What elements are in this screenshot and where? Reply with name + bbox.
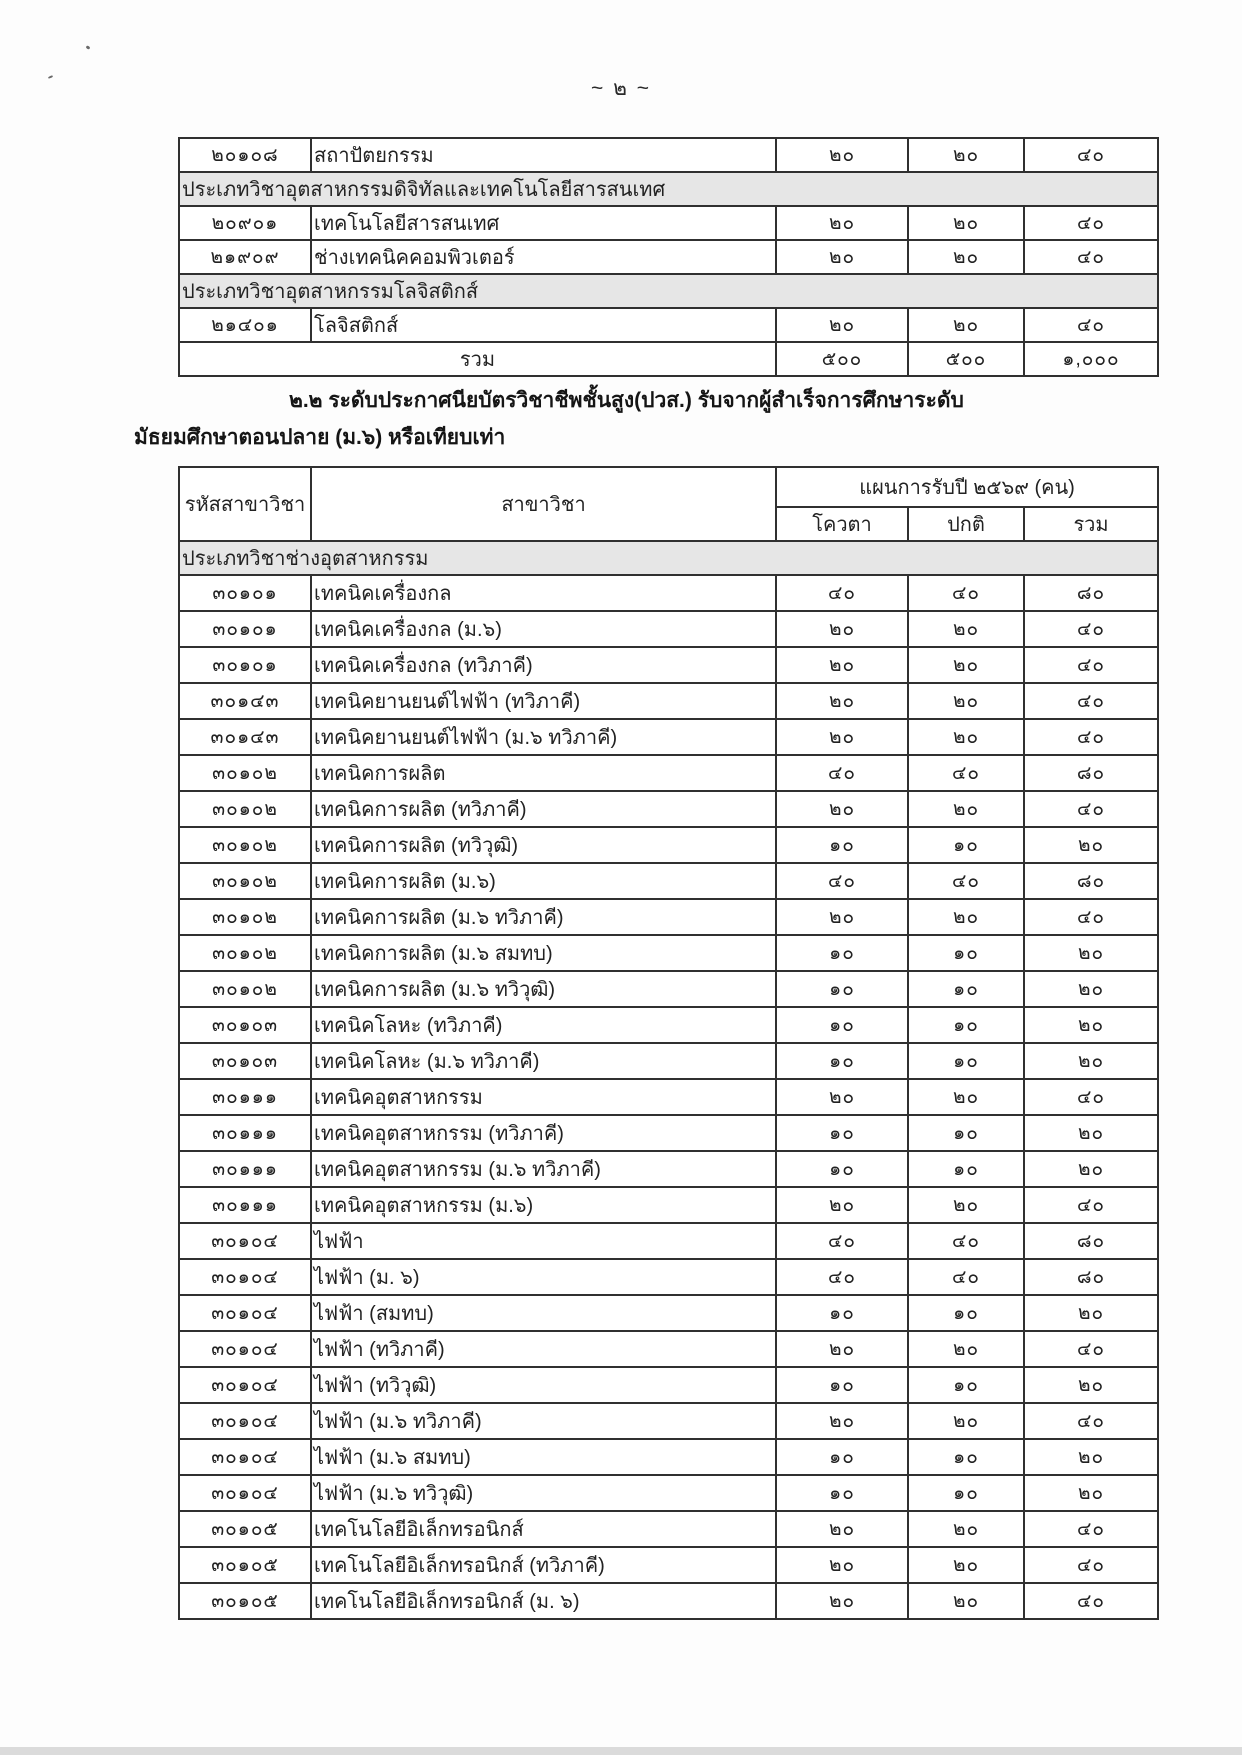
program-name: ช่างเทคนิคคอมพิวเตอร์ xyxy=(311,240,776,274)
regular-value: ๒๐ xyxy=(908,647,1024,683)
total-value: ๔๐ xyxy=(1024,1583,1158,1619)
table-row-data xyxy=(179,308,1158,342)
table-row-data xyxy=(179,683,1158,719)
quota-value: ๑๐ xyxy=(776,1475,908,1511)
program-code: ๒๐๙๐๑ xyxy=(179,206,311,240)
quota-value: ๒๐ xyxy=(776,683,908,719)
total-value: ๔๐ xyxy=(1024,206,1158,240)
total-value: ๔๐ xyxy=(1024,1187,1158,1223)
total-value: ๘๐ xyxy=(1024,1223,1158,1259)
quota-value: ๒๐ xyxy=(776,1547,908,1583)
program-name: เทคโนโลยีอิเล็กทรอนิกส์ (ม. ๖) xyxy=(311,1583,776,1619)
page-number: ~ ๒ ~ xyxy=(590,77,652,100)
program-name: เทคนิคยานยนต์ไฟฟ้า (ม.๖ ทวิภาคี) xyxy=(311,719,776,755)
regular-value: ๒๐ xyxy=(908,1547,1024,1583)
section-header-label: ประเภทวิชาอุตสาหกรรมโลจิสติกส์ xyxy=(179,274,1158,308)
quota-value: ๑๐ xyxy=(776,1295,908,1331)
total-value: ๒๐ xyxy=(1024,827,1158,863)
quota-value: ๔๐ xyxy=(776,755,908,791)
quota-value: ๒๐ xyxy=(776,1187,908,1223)
program-code: ๓๐๑๐๔ xyxy=(179,1439,311,1475)
program-name: ไฟฟ้า (ม.๖ ทวิภาคี) xyxy=(311,1403,776,1439)
table-row-data xyxy=(179,1187,1158,1223)
total-value: ๒๐ xyxy=(1024,1007,1158,1043)
total-value: ๒๐ xyxy=(1024,1115,1158,1151)
program-name: เทคนิคอุตสาหกรรม xyxy=(311,1079,776,1115)
total-value: ๔๐ xyxy=(1024,611,1158,647)
table-row-data xyxy=(179,138,1158,172)
program-code: ๒๐๑๐๘ xyxy=(179,138,311,172)
total-value: ๘๐ xyxy=(1024,1259,1158,1295)
quota-value: ๑๐ xyxy=(776,1007,908,1043)
section-header-label: ประเภทวิชาอุตสาหกรรมดิจิทัลและเทคโนโลยีสารสนเทศ xyxy=(179,172,1158,206)
quota-value: ๒๐ xyxy=(776,647,908,683)
table-row-data xyxy=(179,1007,1158,1043)
program-code: ๓๐๑๑๑ xyxy=(179,1187,311,1223)
table-row-data xyxy=(179,1223,1158,1259)
table-row-data xyxy=(179,1043,1158,1079)
program-code: ๓๐๑๐๔ xyxy=(179,1295,311,1331)
regular-value: ๔๐ xyxy=(908,1259,1024,1295)
program-name: เทคโนโลยีอิเล็กทรอนิกส์ xyxy=(311,1511,776,1547)
program-name: เทคนิคโลหะ (ม.๖ ทวิภาคี) xyxy=(311,1043,776,1079)
regular-value: ๒๐ xyxy=(908,308,1024,342)
quota-value: ๒๐ xyxy=(776,138,908,172)
quota-value: ๒๐ xyxy=(776,719,908,755)
total-quota-value: ๕๐๐ xyxy=(776,342,908,376)
total-value: ๒๐ xyxy=(1024,1043,1158,1079)
program-code: ๓๐๑๑๑ xyxy=(179,1151,311,1187)
table-row-data xyxy=(179,719,1158,755)
program-code: ๓๐๑๐๒ xyxy=(179,899,311,935)
regular-value: ๒๐ xyxy=(908,791,1024,827)
program-name: ไฟฟ้า (ม. ๖) xyxy=(311,1259,776,1295)
regular-value: ๑๐ xyxy=(908,935,1024,971)
program-name: เทคนิคยานยนต์ไฟฟ้า (ทวิภาคี) xyxy=(311,683,776,719)
table-row-data xyxy=(179,1583,1158,1619)
program-code: ๓๐๑๐๒ xyxy=(179,935,311,971)
quota-value: ๔๐ xyxy=(776,863,908,899)
quota-value: ๑๐ xyxy=(776,1115,908,1151)
quota-value: ๒๐ xyxy=(776,1079,908,1115)
program-code: ๓๐๑๐๕ xyxy=(179,1547,311,1583)
program-name: เทคนิคการผลิต (ม.๖) xyxy=(311,863,776,899)
total-value: ๔๐ xyxy=(1024,683,1158,719)
total-value: ๔๐ xyxy=(1024,1547,1158,1583)
regular-value: ๔๐ xyxy=(908,1223,1024,1259)
total-value: ๔๐ xyxy=(1024,1079,1158,1115)
program-name: เทคนิคอุตสาหกรรม (ม.๖ ทวิภาคี) xyxy=(311,1151,776,1187)
total-value: ๒๐ xyxy=(1024,935,1158,971)
total-value: ๔๐ xyxy=(1024,899,1158,935)
table-row-data xyxy=(179,240,1158,274)
table-row-data xyxy=(179,1547,1158,1583)
pvch-continuation-table xyxy=(178,137,1159,377)
program-name: เทคนิคการผลิต xyxy=(311,755,776,791)
quota-value: ๒๐ xyxy=(776,240,908,274)
total-value: ๔๐ xyxy=(1024,1403,1158,1439)
table-row-section xyxy=(179,172,1158,206)
regular-value: ๑๐ xyxy=(908,1151,1024,1187)
regular-value: ๑๐ xyxy=(908,1115,1024,1151)
column-header-code: รหัสสาขาวิชา xyxy=(179,467,311,541)
column-header-regular: ปกติ xyxy=(908,507,1024,541)
program-name: เทคนิคการผลิต (ม.๖ ทวิวุฒิ) xyxy=(311,971,776,1007)
scan-artifact xyxy=(86,45,91,50)
regular-value: ๒๐ xyxy=(908,683,1024,719)
quota-value: ๒๐ xyxy=(776,308,908,342)
table-row-data xyxy=(179,206,1158,240)
total-value: ๘๐ xyxy=(1024,755,1158,791)
total-value: ๒๐ xyxy=(1024,1475,1158,1511)
program-name: ไฟฟ้า (ม.๖ ทวิวุฒิ) xyxy=(311,1475,776,1511)
table-row-data xyxy=(179,1151,1158,1187)
table-row-section xyxy=(179,274,1158,308)
program-name: ไฟฟ้า (ทวิภาคี) xyxy=(311,1331,776,1367)
quota-value: ๒๐ xyxy=(776,1403,908,1439)
table-row-data xyxy=(179,899,1158,935)
program-code: ๓๐๑๐๒ xyxy=(179,971,311,1007)
regular-value: ๒๐ xyxy=(908,1331,1024,1367)
regular-value: ๒๐ xyxy=(908,1511,1024,1547)
program-code: ๓๐๑๔๓ xyxy=(179,683,311,719)
program-code: ๓๐๑๐๑ xyxy=(179,647,311,683)
total-value: ๒๐ xyxy=(1024,1367,1158,1403)
program-name: ไฟฟ้า (ม.๖ สมทบ) xyxy=(311,1439,776,1475)
table-row-data xyxy=(179,647,1158,683)
table-row-data xyxy=(179,575,1158,611)
total-value: ๒๐ xyxy=(1024,1151,1158,1187)
program-code: ๓๐๑๐๔ xyxy=(179,1259,311,1295)
table-row-data xyxy=(179,1367,1158,1403)
table-row-data xyxy=(179,1115,1158,1151)
regular-value: ๑๐ xyxy=(908,827,1024,863)
quota-value: ๑๐ xyxy=(776,935,908,971)
program-code: ๓๐๑๐๔ xyxy=(179,1403,311,1439)
quota-value: ๔๐ xyxy=(776,575,908,611)
total-value: ๒๐ xyxy=(1024,1439,1158,1475)
total-value: ๒๐ xyxy=(1024,971,1158,1007)
quota-value: ๒๐ xyxy=(776,1331,908,1367)
program-code: ๓๐๑๑๑ xyxy=(179,1079,311,1115)
table-row-data xyxy=(179,1079,1158,1115)
regular-value: ๒๐ xyxy=(908,1079,1024,1115)
program-code: ๓๐๑๐๑ xyxy=(179,575,311,611)
regular-value: ๒๐ xyxy=(908,1403,1024,1439)
program-code: ๓๐๑๐๔ xyxy=(179,1223,311,1259)
total-value: ๔๐ xyxy=(1024,647,1158,683)
total-value: ๔๐ xyxy=(1024,308,1158,342)
quota-value: ๒๐ xyxy=(776,899,908,935)
quota-value: ๒๐ xyxy=(776,206,908,240)
program-name: เทคนิคเครื่องกล (ทวิภาคี) xyxy=(311,647,776,683)
program-name: โลจิสติกส์ xyxy=(311,308,776,342)
regular-value: ๒๐ xyxy=(908,138,1024,172)
program-name: เทคนิคการผลิต (ม.๖ ทวิภาคี) xyxy=(311,899,776,935)
program-name: เทคโนโลยีสารสนเทศ xyxy=(311,206,776,240)
total-sum-value: ๑,๐๐๐ xyxy=(1024,342,1158,376)
regular-value: ๑๐ xyxy=(908,1475,1024,1511)
total-value: ๘๐ xyxy=(1024,863,1158,899)
table-header-row xyxy=(179,467,1158,507)
program-code: ๓๐๑๐๔ xyxy=(179,1331,311,1367)
program-code: ๒๑๙๐๙ xyxy=(179,240,311,274)
regular-value: ๑๐ xyxy=(908,1043,1024,1079)
regular-value: ๔๐ xyxy=(908,863,1024,899)
regular-value: ๒๐ xyxy=(908,719,1024,755)
quota-value: ๑๐ xyxy=(776,971,908,1007)
program-code: ๓๐๑๐๒ xyxy=(179,755,311,791)
regular-value: ๒๐ xyxy=(908,240,1024,274)
table-row-data xyxy=(179,611,1158,647)
column-header-total: รวม xyxy=(1024,507,1158,541)
regular-value: ๔๐ xyxy=(908,755,1024,791)
regular-value: ๑๐ xyxy=(908,971,1024,1007)
regular-value: ๒๐ xyxy=(908,611,1024,647)
table-row-data xyxy=(179,863,1158,899)
quota-value: ๒๐ xyxy=(776,611,908,647)
total-value: ๔๐ xyxy=(1024,1331,1158,1367)
quota-value: ๒๐ xyxy=(776,1511,908,1547)
column-header-plan-year: แผนการรับปี ๒๕๖๙ (คน) xyxy=(776,467,1158,507)
program-code: ๓๐๑๐๕ xyxy=(179,1511,311,1547)
program-name: เทคนิคอุตสาหกรรม (ม.๖) xyxy=(311,1187,776,1223)
table-row-data xyxy=(179,1511,1158,1547)
quota-value: ๔๐ xyxy=(776,1223,908,1259)
table-row-data xyxy=(179,1331,1158,1367)
quota-value: ๒๐ xyxy=(776,1583,908,1619)
regular-value: ๒๐ xyxy=(908,206,1024,240)
program-code: ๓๐๑๐๑ xyxy=(179,611,311,647)
table-row-data xyxy=(179,1475,1158,1511)
quota-value: ๑๐ xyxy=(776,827,908,863)
program-name: เทคนิคการผลิต (ทวิวุฒิ) xyxy=(311,827,776,863)
table-row-data xyxy=(179,935,1158,971)
column-header-name: สาขาวิชา xyxy=(311,467,776,541)
total-value: ๔๐ xyxy=(1024,240,1158,274)
program-name: ไฟฟ้า xyxy=(311,1223,776,1259)
program-code: ๓๐๑๐๓ xyxy=(179,1007,311,1043)
total-value: ๒๐ xyxy=(1024,1295,1158,1331)
quota-value: ๒๐ xyxy=(776,791,908,827)
regular-value: ๑๐ xyxy=(908,1367,1024,1403)
program-code: ๓๐๑๐๔ xyxy=(179,1367,311,1403)
program-code: ๓๐๑๐๒ xyxy=(179,863,311,899)
program-name: เทคนิคการผลิต (ม.๖ สมทบ) xyxy=(311,935,776,971)
scan-edge-shadow xyxy=(0,1747,1242,1755)
program-name: ไฟฟ้า (ทวิวุฒิ) xyxy=(311,1367,776,1403)
regular-value: ๑๐ xyxy=(908,1439,1024,1475)
table-row-data xyxy=(179,791,1158,827)
quota-value: ๑๐ xyxy=(776,1043,908,1079)
quota-value: ๑๐ xyxy=(776,1439,908,1475)
table-row-data xyxy=(179,827,1158,863)
program-code: ๓๐๑๔๓ xyxy=(179,719,311,755)
regular-value: ๑๐ xyxy=(908,1295,1024,1331)
table-row-data xyxy=(179,1295,1158,1331)
program-name: เทคนิคการผลิต (ทวิภาคี) xyxy=(311,791,776,827)
regular-value: ๔๐ xyxy=(908,575,1024,611)
program-code: ๓๐๑๐๕ xyxy=(179,1583,311,1619)
table-row-data xyxy=(179,1439,1158,1475)
total-row-label: รวม xyxy=(179,342,776,376)
section-heading-line1: ๒.๒ ระดับประกาศนียบัตรวิชาชีพชั้นสูง(ปวส.) รับจากผู้สำเร็จการศึกษาระดับ xyxy=(289,389,964,412)
table-row-data xyxy=(179,755,1158,791)
program-code: ๓๐๑๐๓ xyxy=(179,1043,311,1079)
program-name: เทคโนโลยีอิเล็กทรอนิกส์ (ทวิภาคี) xyxy=(311,1547,776,1583)
program-code: ๓๐๑๐๒ xyxy=(179,827,311,863)
quota-value: ๑๐ xyxy=(776,1151,908,1187)
program-name: ไฟฟ้า (สมทบ) xyxy=(311,1295,776,1331)
table-row-data xyxy=(179,1403,1158,1439)
total-value: ๔๐ xyxy=(1024,791,1158,827)
regular-value: ๒๐ xyxy=(908,1583,1024,1619)
total-regular-value: ๕๐๐ xyxy=(908,342,1024,376)
program-name: เทคนิคโลหะ (ทวิภาคี) xyxy=(311,1007,776,1043)
program-code: ๓๐๑๑๑ xyxy=(179,1115,311,1151)
total-value: ๔๐ xyxy=(1024,1511,1158,1547)
quota-value: ๑๐ xyxy=(776,1367,908,1403)
regular-value: ๒๐ xyxy=(908,899,1024,935)
section-heading-line2: มัธยมศึกษาตอนปลาย (ม.๖) หรือเทียบเท่า xyxy=(134,426,506,449)
program-code: ๒๑๔๐๑ xyxy=(179,308,311,342)
program-name: สถาปัตยกรรม xyxy=(311,138,776,172)
total-value: ๔๐ xyxy=(1024,138,1158,172)
program-name: เทคนิคเครื่องกล xyxy=(311,575,776,611)
table-row-total xyxy=(179,342,1158,376)
program-name: เทคนิคเครื่องกล (ม.๖) xyxy=(311,611,776,647)
table-row-section xyxy=(179,541,1158,575)
program-code: ๓๐๑๐๔ xyxy=(179,1475,311,1511)
total-value: ๔๐ xyxy=(1024,719,1158,755)
total-value: ๘๐ xyxy=(1024,575,1158,611)
section-header-label: ประเภทวิชาช่างอุตสาหกรรม xyxy=(179,541,1158,575)
program-code: ๓๐๑๐๒ xyxy=(179,791,311,827)
quota-value: ๔๐ xyxy=(776,1259,908,1295)
regular-value: ๒๐ xyxy=(908,1187,1024,1223)
column-header-quota: โควตา xyxy=(776,507,908,541)
table-row-data xyxy=(179,971,1158,1007)
program-name: เทคนิคอุตสาหกรรม (ทวิภาคี) xyxy=(311,1115,776,1151)
pvs-admission-table xyxy=(178,466,1159,1620)
regular-value: ๑๐ xyxy=(908,1007,1024,1043)
table-row-data xyxy=(179,1259,1158,1295)
